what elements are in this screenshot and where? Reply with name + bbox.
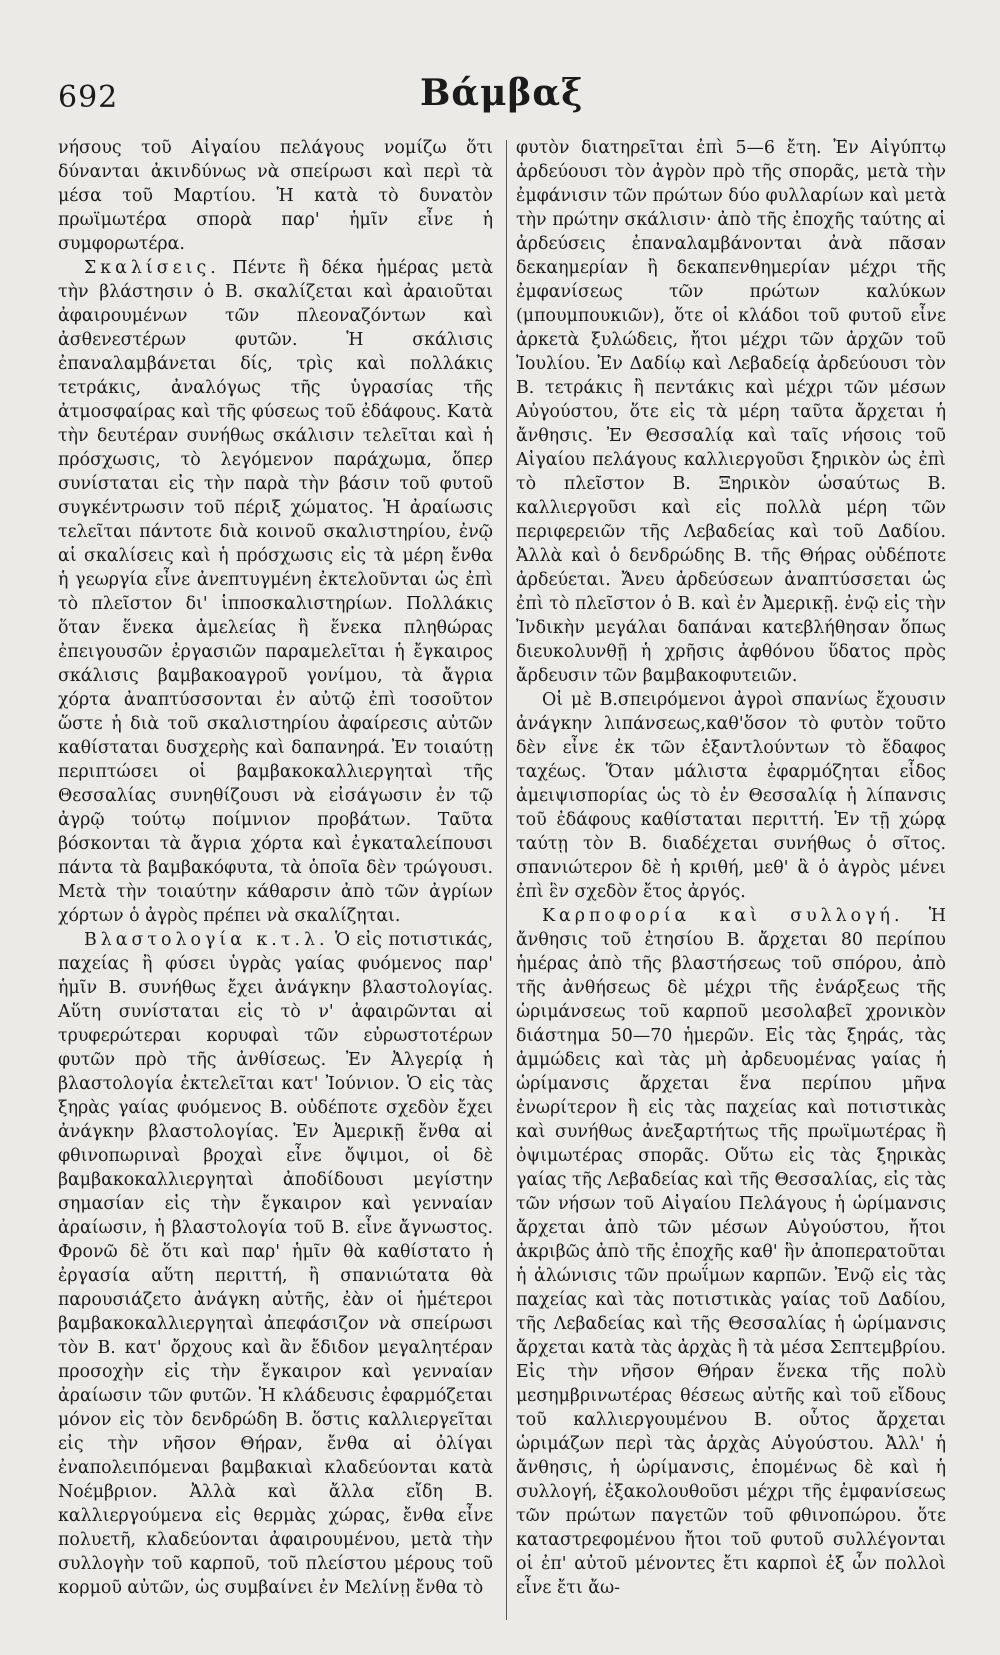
paragraph xyxy=(58,928,493,1600)
page-number: 692 xyxy=(58,80,119,115)
paragraph-text: Ἡ ἄνθησις τοῦ ἐτησίου Β. ἄρχεται 80 περίπου ἡμέρας ἀπὸ τῆς βλαστήσεως τοῦ σπόρου, ἀπὸ τῆς ἀνθήσεως δὲ μέχρι τῆς ἐνάρξεως τῆς ὡριμάνσεως τοῦ καρποῦ μεσολαβεῖ χρονικὸν διάστημα 50—70 ἡμερῶν. Εἰς τὰς ξηράς, τὰς ἀμμώδεις καὶ τὰς μὴ ἀρδευομένας γαίας ἡ ὡρίμανσις ἄρχεται ἕνα περίπου μῆνα ἐνωρίτερον ἢ εἰς τὰς παχείας καὶ ποτιστικὰς καὶ συνήθως ἀνεξαρτήτως τῆς πρωϊμωτέρας ἢ ὀψιμωτέρας σπορᾶς. Οὕτω εἰς τὰς ξηρικὰς γαίας τῆς Λεβαδείας καὶ τῆς Θεσσαλίας, εἰς τὰς τῶν νήσων τοῦ Αἰγαίου Πελάγους ἡ ὡρίμανσις ἄρχεται ἀπὸ τῶν μέσων Αὐγούστου, ἤτοι ἀκριβῶς ἀπὸ τῆς ἐποχῆς καθ' ἣν ἀποπερατοῦται ἡ ἁλώνισις τῶν πρωΐμων καρπῶν. Ἐνῷ εἰς τὰς παχείας καὶ τὰς ποτιστικὰς γαίας τοῦ Δαδίου, τῆς Λεβαδείας καὶ τῆς Θεσσαλίας ἡ ὡρίμανσις ἄρχεται κατὰ τὰς ἀρχὰς ἢ τὰ μέσα Σεπτεμβρίου. Εἰς τὴν νῆσον Θήραν ἕνεκα τῆς πολὺ μεσημβρινωτέρας θέσεως αὐτῆς καὶ τοῦ εἴδους τοῦ καλλιεργουμένου Β. οὗτος ἄρχεται ὡριμάζων περὶ τὰς ἀρχὰς Αὐγούστου. Ἀλλ' ἡ ἄνθησις, ἡ ὡρίμανσις, ἑπομένως δὲ καὶ ἡ συλλογή, ἐξακολουθοῦσι μέχρι τῆς ἐμφανίσεως τῶν πρώτων παγετῶν τοῦ φθινοπώρου. ὅτε καταστρεφομένου ἤτοι τοῦ φυτοῦ συλλέγονται οἱ ἐπ' αὐτοῦ μένοντες ἔτι καρποὶ ἐξ ὧν πολλοὶ εἶνε ἔτι ἄω- xyxy=(516,906,946,1598)
paragraph-text: φυτὸν διατηρεῖται ἐπὶ 5—6 ἔτη. Ἐν Αἰγύπτῳ ἀρδεύουσι τὸν ἀγρὸν πρὸ τῆς σπορᾶς, μετὰ τὴν ἐμφάνισιν τῶν πρώτων δύο φυλλαρίων καὶ μετὰ τὴν πρώτην σκάλισιν· ἀπὸ τῆς ἐποχῆς ταύτης αἱ ἀρδεύσεις ἐπαναλαμβάνονται ἀνὰ πᾶσαν δεκαημερίαν ἢ δεκαπενθημερίαν μέχρι τῆς ἐμφανίσεως τῶν πρώτων καλύκων (μπουμπουκιῶν), ὅτε οἱ κλάδοι τοῦ φυτοῦ εἶνε ἀρκετὰ ξυλώδεις, ἤτοι μέχρι τῶν ἀρχῶν τοῦ Ἰουλίου. Ἐν Δαδίῳ καὶ Λεβαδείᾳ ἀρδεύουσι τὸν Β. τετράκις ἢ πεντάκις καὶ μέχρι τῶν μέσων Αὐγούστου, ὅτε εἰς τὰ μέρη ταῦτα ἄρχεται ἡ ἄνθησις. Ἐν Θεσσαλίᾳ καὶ ταῖς νήσοις τοῦ Αἰγαίου πελάγους καλλιεργοῦσι ξηρικὸν ὡς ἐπὶ τὸ πλεῖστον Β. Ξηρικὸν ὡσαύτως Β. καλλιεργοῦσι καὶ εἰς πολλὰ μέρη τῶν περιφερειῶν τῆς Λεβαδείας καὶ τοῦ Δαδίου. Ἀλλὰ καὶ ὁ δενδρώδης Β. τῆς Θήρας οὐδέποτε ἀρδεύεται. Ἄνευ ἀρδεύσεων ἀναπτύσσεται ὡς ἐπὶ τὸ πλεῖστον ὁ Β. καὶ ἐν Ἀμερικῇ. ἐνῷ εἰς τὴν Ἰνδικὴν μεγάλαι δαπάναι κατεβλήθησαν ὅπως διευκολυνθῇ ἡ χρῆσις ἀφθόνου ὕδατος πρὸς ἄρδευσιν τῶν βαμβακοφυτειῶν. xyxy=(516,138,946,686)
section-lead: Σκαλίσεις. xyxy=(84,258,220,278)
paragraph xyxy=(516,904,946,1600)
page-header xyxy=(0,72,1000,122)
paragraph xyxy=(516,136,946,688)
section-lead: Βλαστολογία κ.τ.λ. xyxy=(84,930,329,950)
paragraph xyxy=(58,256,493,928)
paragraph xyxy=(516,688,946,904)
left-column xyxy=(58,136,493,1600)
paragraph-text: Ὁ εἰς ποτιστικάς, παχείας ἢ φύσει ὑγρὰς γαίας φυόμενος παρ' ἡμῖν Β. συνήθως ἔχει ἀνάγκην βλαστολογίας. Αὕτη συνίσταται εἰς τὸ ν' ἀφαιρῶνται αἱ τρυφερώτεραι κορυφαὶ τῶν εὐρωστοτέρων φυτῶν πρὸ τῆς ἀνθίσεως. Ἐν Ἀλγερίᾳ ἡ βλαστολογία ἐκτελεῖται κατ' Ἰούνιον. Ὁ εἰς τὰς ξηρὰς γαίας φυόμενος Β. οὐδέποτε σχεδὸν ἔχει ἀνάγκην βλαστολογίας. Ἐν Ἀμερικῇ ἔνθα αἱ φθινοπωριναὶ βροχαὶ εἶνε ὄψιμοι, οἱ δὲ βαμβακοκαλλιεργηταὶ ἀποδίδουσι μεγίστην σημασίαν εἰς τὴν ἔγκαιρον καὶ γενναίαν ἀραίωσιν, ἡ βλαστολογία τοῦ Β. εἶνε ἄγνωστος. Φρονῶ δὲ ὅτι καὶ παρ' ἡμῖν θὰ καθίστατο ἡ ἐργασία αὕτη περιττή, ἢ σπανιώτατα θὰ παρουσιάζετο ἀνάγκη αὐτῆς, ἐὰν οἱ ἡμέτεροι βαμβακοκαλλιεργηταὶ ἀπεφάσιζον νὰ σπείρωσι τὸν Β. κατ' ὄρχους καὶ ἂν ἔδιδον μεγαλητέραν προσοχὴν εἰς τὴν ἔγκαιρον καὶ γενναίαν ἀραίωσιν τῶν φυτῶν. Ἡ κλάδευσις ἐφαρμόζεται μόνον εἰς τὸν δενδρώδη Β. ὅστις καλλιεργεῖται εἰς τὴν νῆσον Θήραν, ἔνθα αἱ ὀλίγαι ἐναπολειπόμεναι βαμβακιαὶ κλαδεύονται κατὰ Νοέμβριον. Ἀλλὰ καὶ ἄλλα εἴδη Β. καλλιεργούμενα εἰς θερμὰς χώρας, ἔνθα εἶνε πολυετῆ, κλαδεύονται ἀφαιρουμένου, μετὰ τὴν συλλογὴν τοῦ καρποῦ, τοῦ πλείστου μέρους τοῦ κορμοῦ αὐτῶν, ὡς συμβαίνει ἐν Μελίνῃ ἔνθα τὸ xyxy=(58,930,493,1598)
section-lead: Καρποφορία καὶ συλλογή. xyxy=(542,906,904,926)
paragraph-text: Πέντε ἢ δέκα ἡμέρας μετὰ τὴν βλάστησιν ὁ Β. σκαλίζεται καὶ ἀραιοῦται ἀφαιρουμένων τῶν πλεοναζόντων καὶ ἀσθενεστέρων φυτῶν. Ἡ σκάλισις ἐπαναλαμβάνεται δίς, τρὶς καὶ πολλάκις τετράκις, ἀναλόγως τῆς ὑγρασίας τῆς ἀτμοσφαίρας καὶ τῆς φύσεως τοῦ ἐδάφους. Κατὰ τὴν δευτέραν συνήθως σκάλισιν τελεῖται καὶ ἡ πρόσχωσις, τὸ λεγόμενον παράχωμα, ὅπερ συνίσταται εἰς τὴν παρὰ τὴν βάσιν τοῦ φυτοῦ συγκέντρωσιν τοῦ πέριξ χώματος. Ἡ ἀραίωσις τελεῖται πάντοτε διὰ κοινοῦ σκαλιστηρίου, ἐνῷ αἱ σκαλίσεις καὶ ἡ πρόσχωσις εἰς τὰ μέρη ἔνθα ἡ γεωργία εἶνε ἀνεπτυγμένη ἐκτελοῦνται ὡς ἐπὶ τὸ πλεῖστον δι' ἱπποσκαλιστηρίων. Πολλάκις ὅταν ἕνεκα ἀμελείας ἢ ἕνεκα πληθώρας ἐπειγουσῶν ἐργασιῶν παραμελεῖται ἡ ἔγκαιρος σκάλισις βαμβακοαγροῦ γονίμου, τὰ ἄγρια χόρτα ἀναπτύσσονται ἐν αὐτῷ ἐπὶ τοσοῦτον ὥστε ἡ διὰ τοῦ σκαλιστηρίου ἀφαίρεσις αὐτῶν καθίσταται δυσχερὴς καὶ δαπανηρά. Ἐν τοιαύτῃ περιπτώσει οἱ βαμβακοκαλλιεργηταὶ τῆς Θεσσαλίας συνηθίζουσι νὰ εἰσάγωσιν ἐν τῷ ἀγρῷ τούτῳ ποίμνιον προβάτων. Ταῦτα βόσκονται τὰ ἄγρια χόρτα καὶ ἐγκαταλείπουσι πάντα τὰ βαμβακόφυτα, τὰ ὁποῖα δὲν τρώγουσι. Μετὰ τὴν τοιαύτην κάθαρσιν ἀπὸ τῶν ἀγρίων χόρτων ὁ ἀγρὸς πρέπει νὰ σκαλίζηται. xyxy=(58,258,493,926)
running-head: Βάμβαξ xyxy=(420,72,584,114)
right-column xyxy=(516,136,946,1600)
paragraph-text: Οἱ μὲ Β.σπειρόμενοι ἀγροὶ σπανίως ἔχουσιν ἀνάγκην λιπάνσεως,καθ'ὅσον τὸ φυτὸν τοῦτο δὲν εἶνε ἐκ τῶν ἐξαντλούντων τὸ ἔδαφος ταχέως. Ὅταν μάλιστα ἐφαρμόζηται εἶδος ἀμειψισπορίας ὡς τὸ ἐν Θεσσαλίᾳ ἡ λίπανσις τοῦ ἐδάφους καθίσταται περιττή. Ἐν τῇ χώρᾳ ταύτῃ τὸν Β. διαδέχεται συνήθως ὁ σῖτος. σπανιώτερον δὲ ἡ κριθή, μεθ' ἃ ὁ ἀγρὸς μένει ἐπὶ ἓν σχεδὸν ἔτος ἀργός. xyxy=(516,690,946,902)
paragraph xyxy=(58,136,493,256)
paragraph-text: νήσους τοῦ Αἰγαίου πελάγους νομίζω ὅτι δύνανται ἀκινδύνως νὰ σπείρωσι καὶ περὶ τὰ μέσα τοῦ Μαρτίου. Ἡ κατὰ τὸ δυνατὸν πρωϊμωτέρα σπορὰ παρ' ἡμῖν εἶνε ἡ συμφορωτέρα. xyxy=(58,138,493,254)
text-columns xyxy=(58,136,982,1636)
